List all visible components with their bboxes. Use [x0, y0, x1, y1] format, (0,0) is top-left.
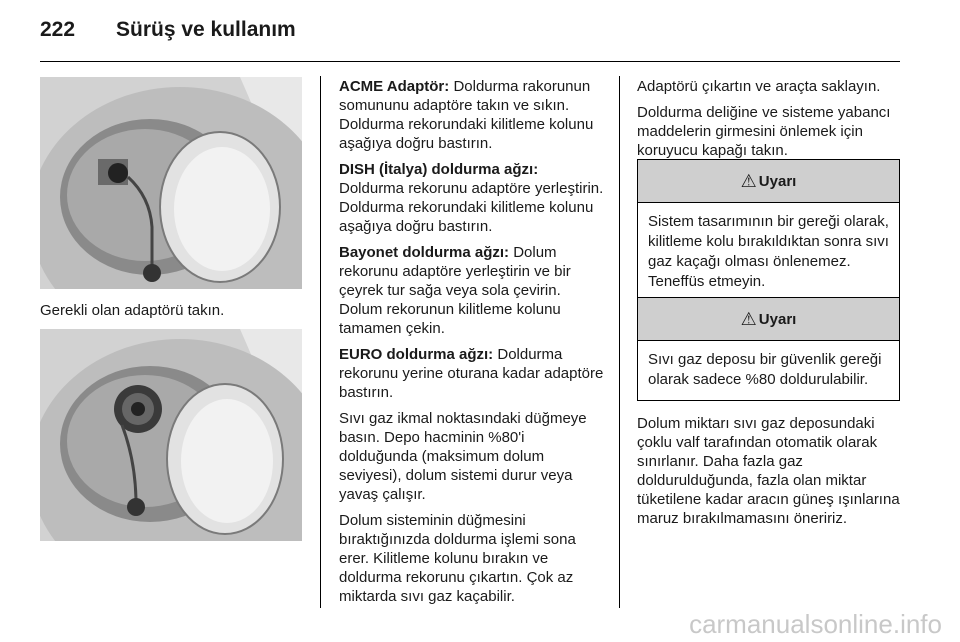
paragraph-remove-adapter: Adaptörü çıkartın ve araçta saklayın.: [637, 78, 881, 95]
warning-title: Uyarı: [758, 310, 797, 328]
paragraph-euro: EURO doldurma ağzı: Doldurma rekorunu yerine oturana kadar adaptöre bastırın.: [339, 346, 604, 401]
paragraph-dish: DISH (İtalya) doldurma ağzı: Doldurma rekorunu adaptöre yerleştirin. Doldurma rekorundaki kilitleme kolunu aşağıya doğru bastırın.: [339, 161, 604, 235]
paragraph-bayonet: Bayonet doldurma ağzı: Dolum rekorunu adaptöre yerleştirin ve bir çeyrek tur sağa veya sola çevirin. Dolum rekorunun kilitleme kolunu tamamen çekin.: [339, 244, 571, 337]
warning-header: [638, 160, 899, 203]
paragraph-protective-cap: Doldurma deliğine ve sisteme yabancı maddelerin girmesini önlemek için koruyucu kapağı takın.: [637, 104, 891, 159]
column-divider-1: [320, 76, 321, 608]
fuel-filler-image-1: [40, 77, 302, 289]
page-title: Sürüş ve kullanım: [116, 18, 296, 41]
warning-text: Sistem tasarımının bir gereği olarak, kilitleme kolu bırakıldıktan sonra sıvı gaz kaçağı olması önlenemez. Teneffüs etmeyin.: [648, 213, 889, 290]
figure-caption: Gerekli olan adaptörü takın.: [40, 302, 225, 319]
middle-column: [339, 77, 607, 613]
paragraph-fill-limit: Dolum miktarı sıvı gaz deposundaki çoklu valf tarafından otomatik olarak sınırlanır. Daha fazla gaz doldurulduğunda, fazla olan miktar tüketilene kadar aracın güneş ışınlarına maruz bırakılmamasını öneririz.: [637, 415, 900, 527]
warning-icon: ⚠: [740, 170, 757, 191]
paragraph-refuel-button: Sıvı gaz ikmal noktasındaki düğmeye basın. Depo hacminin %80'i dolduğunda (maksimum dolum seviyesi), dolum sistemi durur veya yavaş çalışır.: [339, 410, 587, 503]
warning-icon: ⚠: [740, 308, 757, 329]
fuel-filler-image-2: [40, 329, 302, 541]
paragraph-finish: Dolum sisteminin düğmesini bıraktığınızda doldurma işlemi sona erer. Kilitleme kolunu bırakın ve doldurma rekorunu çıkartın. Çok az miktarda sıvı gaz kaçabilir.: [339, 512, 576, 605]
right-column-bottom: [637, 414, 902, 535]
warning-header: [638, 298, 899, 341]
watermark: carmanualsonline.info: [689, 609, 942, 639]
warning-text: Sıvı gaz deposu bir güvenlik gereği olarak sadece %80 doldurulabilir.: [648, 351, 882, 388]
page-number: 222: [40, 18, 76, 41]
warning-box-1: [637, 159, 900, 303]
column-divider-2: [619, 76, 620, 608]
right-column: [637, 77, 902, 167]
warning-title: Uyarı: [758, 172, 797, 190]
paragraph-acme: ACME Adaptör: Doldurma rakorunun somununu adaptöre takın ve sıkın. Doldurma rekorundaki kilitleme kolunu aşağıya doğru bastırın.: [339, 78, 594, 152]
header-divider: [40, 61, 900, 62]
warning-box-2: [637, 297, 900, 401]
